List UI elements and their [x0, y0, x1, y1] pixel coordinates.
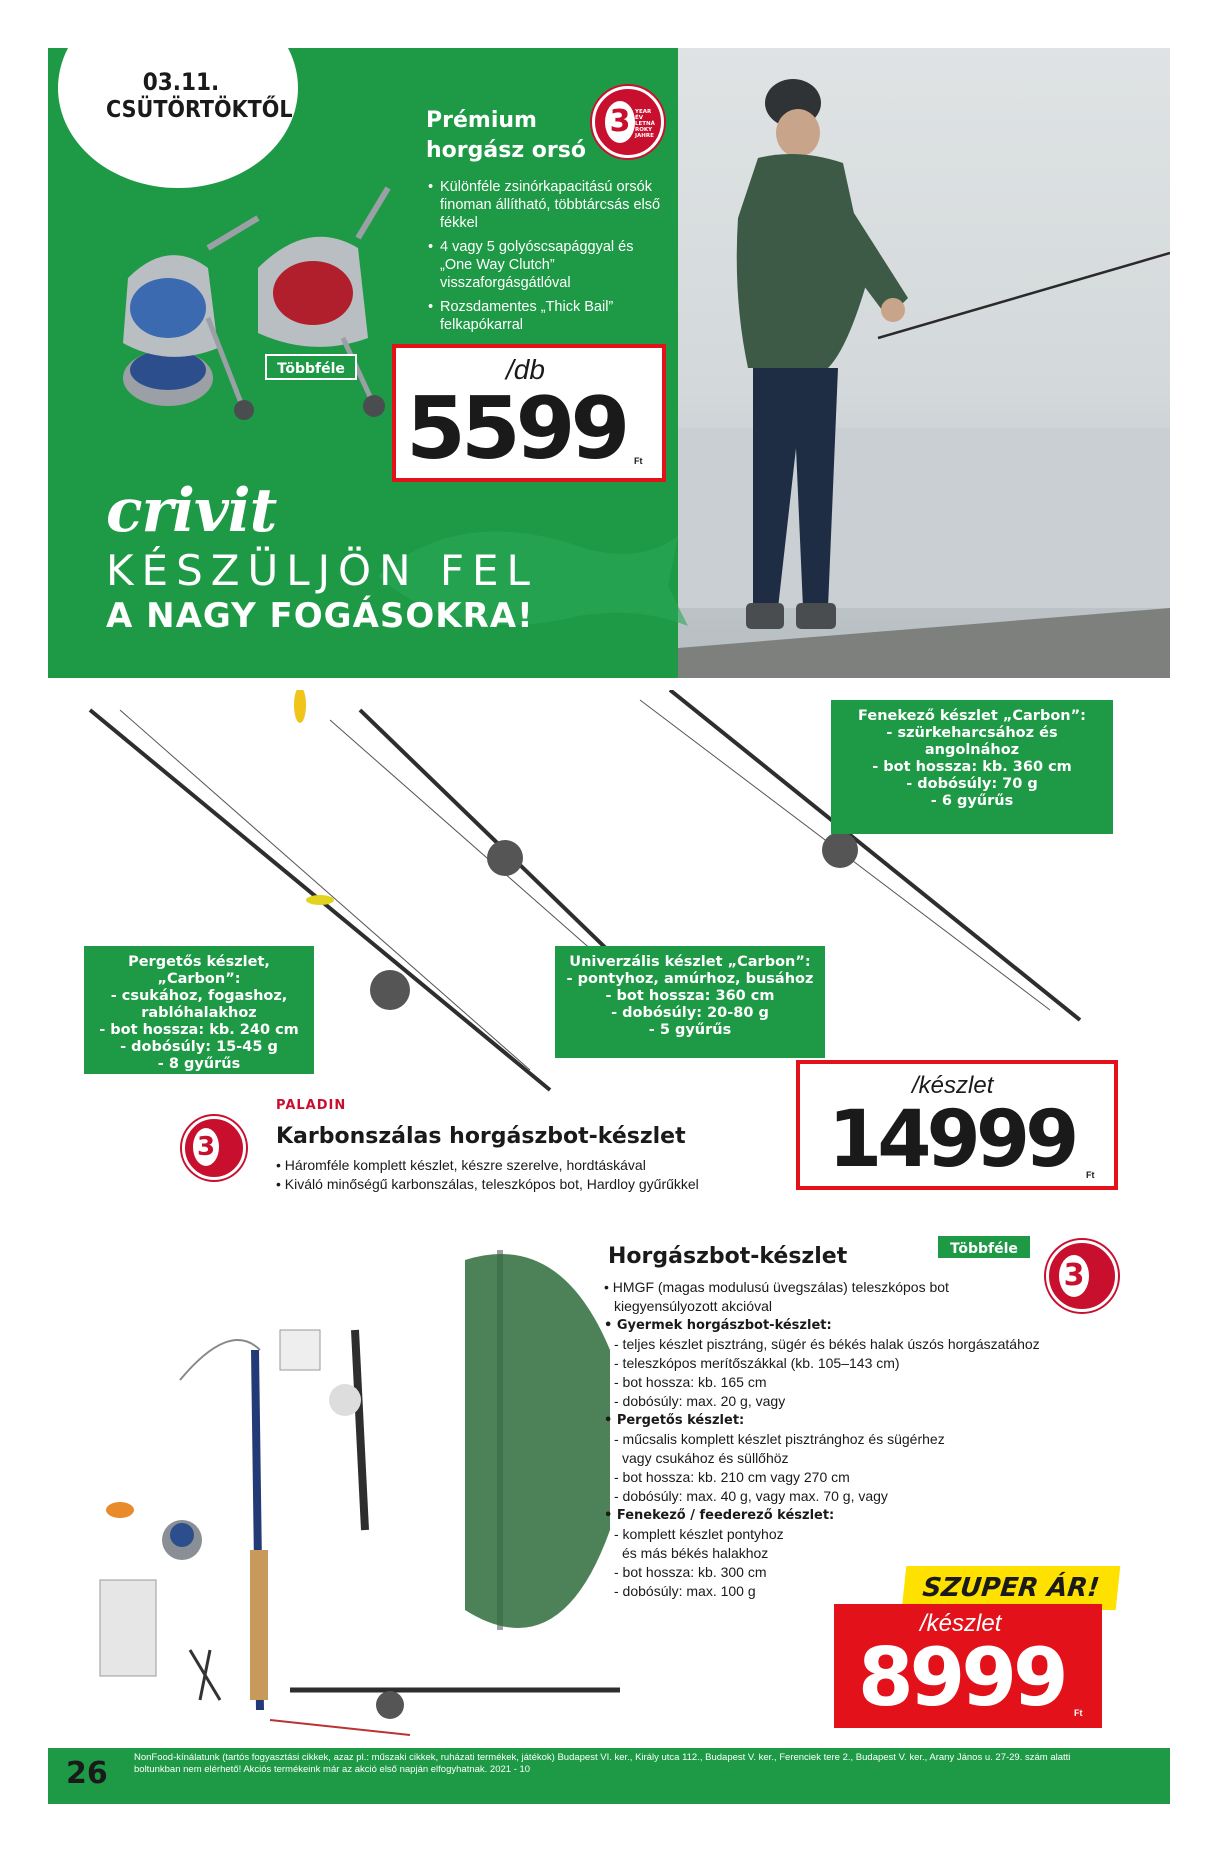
warranty-number: 3 — [605, 101, 635, 143]
warranty-seal — [592, 86, 664, 158]
fisherman-photo — [678, 48, 1170, 678]
warranty-seal — [182, 1116, 246, 1180]
rods-product-title: Karbonszálas horgászbot-készlet — [276, 1124, 686, 1149]
kit-feature-line: - teleszkópos merítőszákkal (kb. 105–143 cm) — [614, 1355, 900, 1371]
univerzalis-info-box: Univerzális készlet „Carbon”: - pontyhoz, amúrhoz, busához - bot hossza: 360 cm - dobósúly: 20-80 g - 5 gyűrűs — [555, 946, 825, 1058]
hero-banner — [48, 48, 1170, 678]
hero-product-title — [426, 106, 586, 166]
kit-feature-line: - dobósúly: max. 40 g, vagy max. 70 g, vagy — [614, 1488, 888, 1504]
kit-feature-line: - dobósúly: max. 100 g — [614, 1583, 756, 1599]
hero-feature-item: • Különféle zsinórkapacitású orsók finoman állítható, többtárcsás első fékkel — [428, 178, 668, 232]
kit-feature-line: - bot hossza: kb. 165 cm — [614, 1374, 767, 1390]
rods-price-box — [796, 1060, 1118, 1190]
currency-label: Ft — [1074, 1708, 1083, 1718]
crivit-logo: crivit — [106, 476, 277, 546]
hero-feature-list — [428, 178, 668, 340]
price-unit: /db — [506, 354, 545, 385]
warranty-text: YEAR ÉV LETNÁ ROKY JAHRE — [635, 109, 655, 139]
currency-label: Ft — [1086, 1170, 1095, 1180]
page-number: 26 — [66, 1756, 108, 1791]
reels-image — [68, 148, 408, 458]
hero-price-box — [392, 344, 666, 482]
warranty-number: 3 — [193, 1128, 219, 1166]
fisherman-illustration — [678, 48, 1170, 678]
hero-slogan-2: A NAGY FOGÁSOKRA! — [106, 596, 534, 636]
kit-feature-line: - bot hossza: kb. 210 cm vagy 270 cm — [614, 1469, 850, 1485]
hero-slogan-1: KÉSZÜLJÖN FEL — [106, 546, 538, 595]
kit-feature-line: • HMGF (magas modulusú üvegszálas) teleszkópos bot — [604, 1279, 949, 1295]
kit-feature-line: - komplett készlet pontyhoz — [614, 1526, 784, 1542]
kit-feature-line: • Gyermek horgászbot-készlet: — [604, 1318, 832, 1333]
page-footer — [48, 1748, 1170, 1804]
warranty-number: 3 — [1059, 1255, 1089, 1297]
hero-title-line-1: Prémium — [426, 108, 537, 133]
super-price-label: SZUPER ÁR! — [902, 1566, 1121, 1610]
price-value: 14999 — [828, 1095, 1075, 1185]
hero-feature-item: • Rozsdamentes „Thick Bail” felkapókarral — [428, 298, 668, 334]
price-value: 5599 — [406, 379, 626, 479]
kit-feature-line: - dobósúly: max. 20 g, vagy — [614, 1393, 786, 1409]
hero-feature-item: • 4 vagy 5 golyóscsapággyal és „One Way Clutch” visszaforgásgátlóval — [428, 238, 668, 292]
price-unit: /készlet — [920, 1610, 1002, 1637]
kit-feature-line: • Pergetős készlet: — [604, 1413, 745, 1428]
date-label — [106, 68, 293, 124]
paladin-logo: PALADIN — [276, 1098, 347, 1113]
price-value: 8999 — [858, 1631, 1065, 1724]
hero-title-line-2: horgász orsó — [426, 138, 586, 163]
pergeto-info-box: Pergetős készlet, „Carbon”: - csukához, fogashoz, rablóhalakhoz - bot hossza: kb. 240 cm - dobósúly: 15-45 g - 8 gyűrűs — [84, 946, 314, 1074]
kit-feature-list — [604, 1278, 1124, 1601]
kit-feature-line: - bot hossza: kb. 300 cm — [614, 1564, 767, 1580]
variant-badge: Többféle — [265, 354, 357, 380]
kit-feature-line: - műcsalis komplett készlet pisztránghoz és sügérhez — [614, 1431, 945, 1447]
footer-disclaimer: NonFood-kínálatunk (tartós fogyasztási cikkek, azaz pl.: műszaki cikkek, ruházati termékek, játékok) Budapest VI. ker., Király utca 112., Budapest V. ker., Ferenciek tere 2., Budapest V. ker., Arany János u. 27-29. szám alatti boltunkban nem elérhető! Akciós termékeink már az akció első napján elfogyhatnak. 2021 - 10 — [134, 1752, 1071, 1775]
rods-feature-list: • Háromféle komplett készlet, készre szerelve, hordtáskával • Kiváló minőségű karbonszálas, teleszkópos bot, Hardloy gyűrűkkel — [276, 1157, 699, 1192]
date-line-2: CSÜTÖRTÖKTŐL — [106, 97, 293, 123]
rods-feature-item: Kiváló minőségű karbonszálas, teleszkópos bot, Hardloy gyűrűkkel — [284, 1176, 699, 1192]
currency-label: Ft — [634, 456, 643, 466]
kit-feature-line: • Fenekező / feederező készlet: — [604, 1508, 835, 1523]
variant-badge: Többféle — [936, 1234, 1032, 1260]
price-unit: /készlet — [912, 1072, 994, 1099]
kit-feature-line: kiegyensúlyozott akcióval — [614, 1298, 772, 1314]
date-line-1: 03.11. — [142, 68, 220, 96]
kit-product-title: Horgászbot-készlet — [608, 1244, 848, 1269]
kit-feature-line: - teljes készlet pisztráng, sügér és békés halak úszós horgászatához — [614, 1336, 1040, 1352]
kit-feature-line: vagy csukához és süllőhöz — [622, 1450, 789, 1466]
kit-price-box — [834, 1604, 1102, 1728]
kit-feature-line: és más békés halakhoz — [622, 1545, 769, 1561]
rods-feature-item: Háromféle komplett készlet, készre szerelve, hordtáskával — [284, 1157, 646, 1173]
fenekezo-info-box: Fenekező készlet „Carbon”: - szürkeharcsához és angolnához - bot hossza: kb. 360 cm - dobósúly: 70 g - 6 gyűrűs — [831, 700, 1113, 834]
